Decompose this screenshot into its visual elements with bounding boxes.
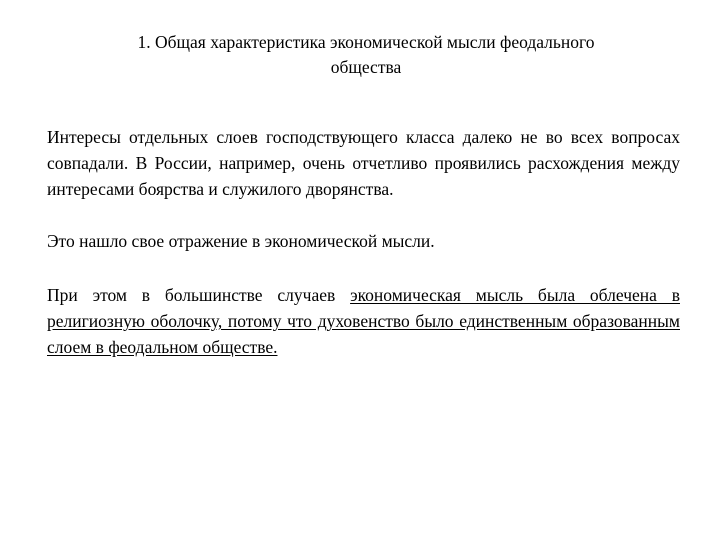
slide-title xyxy=(60,30,672,80)
slide-title-line-2: общества xyxy=(330,57,402,77)
paragraph-religious-form xyxy=(47,282,680,360)
slide-title-line-1: 1. Общая характеристика экономической мысли феодального xyxy=(137,32,595,52)
paragraph-interests: Интересы отдельных слоев господствующего класса далеко не во всех вопросах совпадали. В России, например, очень отчетливо проявились расхождения между интересами боярства и служилого дворянства. xyxy=(47,127,680,199)
paragraph-reflection: Это нашло свое отражение в экономической мысли. xyxy=(47,231,435,251)
paragraph-religious-form-underlined: экономическая мысль была облечена в религиозную оболочку, потому что духовенство было единственным образованным слоем в феодальном обществе. xyxy=(47,285,680,357)
paragraph-religious-form-intro: При этом в большинстве случаев xyxy=(47,285,351,305)
